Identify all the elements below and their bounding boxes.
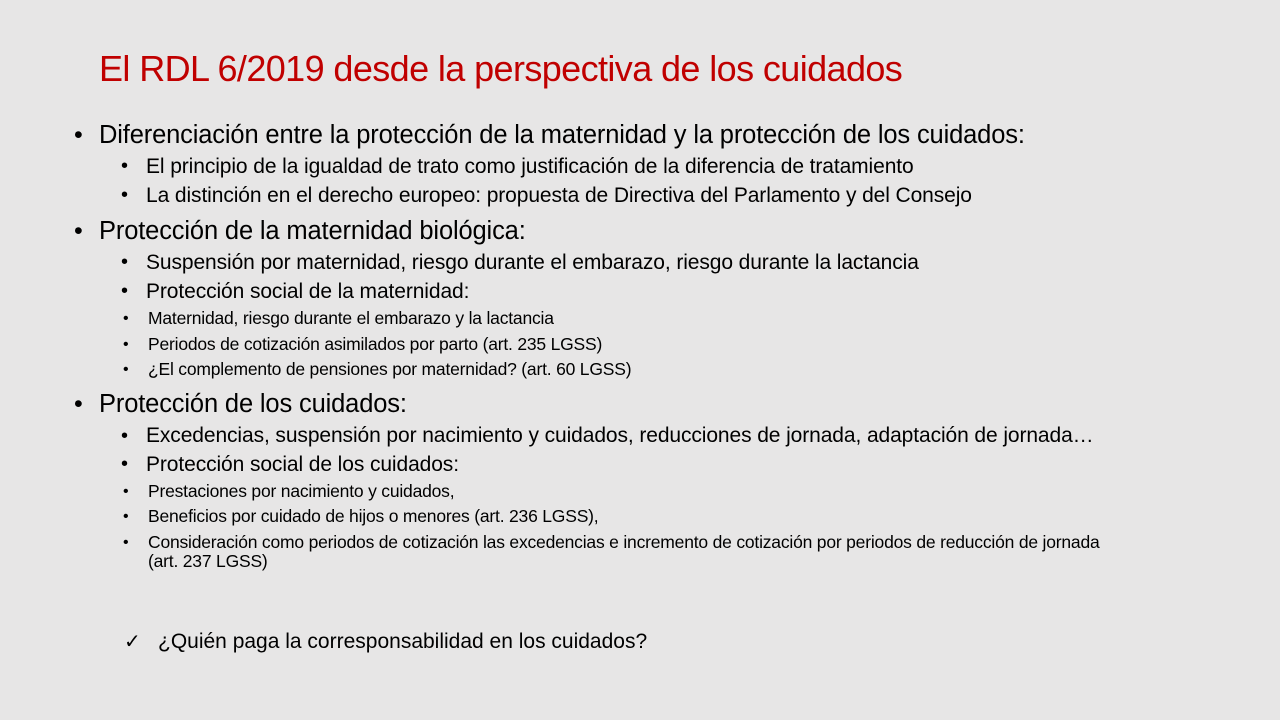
bullet-icon: • [121, 280, 128, 302]
bullet-icon: • [121, 184, 128, 206]
section-heading: Protección de los cuidados: [99, 389, 407, 418]
slide-content [74, 119, 1224, 571]
list-item-text: Excedencias, suspensión por nacimiento y cuidados, reducciones de jornada, adaptación de jornada… [146, 423, 1094, 447]
sub-list-item [123, 357, 1224, 383]
section-subitems [123, 479, 1224, 571]
section-biological-maternity [74, 215, 1224, 383]
sub-list-item-text: Prestaciones por nacimiento y cuidados, [148, 480, 455, 501]
section-items [121, 152, 1224, 210]
sub-list-item [123, 332, 1224, 358]
sub-list-item [123, 504, 1224, 530]
sub-list-item-text: Periodos de cotización asimilados por parto (art. 235 LGSS) [148, 333, 603, 354]
bullet-icon: • [121, 251, 128, 273]
sub-list-item [123, 479, 1224, 505]
bullet-icon: • [123, 508, 129, 525]
closing-question [124, 627, 647, 657]
section-items [121, 421, 1224, 479]
section-heading: Diferenciación entre la protección de la maternidad y la protección de los cuidados: [99, 121, 1025, 149]
list-item-text: La distinción en el derecho europeo: propuesta de Directiva del Parlamento y del Consejo [146, 184, 972, 207]
section-maternity-vs-care [74, 119, 1224, 210]
bullet-icon: • [123, 482, 129, 500]
list-item-text: Suspensión por maternidad, riesgo durante el embarazo, riesgo durante la lactancia [146, 251, 919, 274]
bullet-icon: • [123, 310, 129, 327]
closing-question-text: ¿Quién paga la corresponsabilidad en los cuidados? [158, 630, 648, 653]
list-item [121, 181, 1224, 210]
sub-list-item-text: Consideración como periodos de cotización las excedencias e incremento de cotización por periodos de reducción de jornada (art. 237 LGSS) [148, 531, 1100, 571]
sub-list-item [123, 306, 1224, 332]
section-subitems [123, 306, 1224, 383]
slide-title: El RDL 6/2019 desde la perspectiva de los cuidados [99, 48, 903, 89]
bullet-icon: • [74, 389, 83, 418]
sub-list-item-text: Maternidad, riesgo durante el embarazo y la lactancia [148, 308, 554, 328]
bullet-icon: • [123, 361, 129, 378]
list-item [121, 450, 1224, 479]
sub-list-item-text: ¿El complemento de pensiones por maternidad? (art. 60 LGSS) [148, 359, 632, 379]
bullet-icon: • [121, 424, 128, 447]
list-item-text: Protección social de la maternidad: [146, 280, 470, 303]
bullet-icon: • [121, 155, 128, 177]
bullet-icon: • [123, 335, 129, 353]
section-items [121, 248, 1224, 306]
list-item [121, 248, 1224, 277]
section-heading: Protección de la maternidad biológica: [99, 217, 526, 245]
bullet-icon: • [123, 533, 129, 551]
list-item [121, 277, 1224, 306]
bullet-icon: • [121, 452, 128, 475]
list-item-text: El principio de la igualdad de trato como justificación de la diferencia de tratamiento [146, 155, 914, 178]
checkmark-icon: ✓ [124, 631, 141, 653]
list-item [121, 421, 1166, 450]
bullet-icon: • [74, 217, 83, 245]
list-item [121, 152, 1224, 181]
list-item-text: Protección social de los cuidados: [146, 452, 459, 476]
section-care-protection [74, 388, 1224, 571]
bullet-icon: • [74, 121, 83, 149]
sub-list-item [123, 530, 1108, 571]
sub-list-item-text: Beneficios por cuidado de hijos o menores (art. 236 LGSS), [148, 506, 599, 526]
